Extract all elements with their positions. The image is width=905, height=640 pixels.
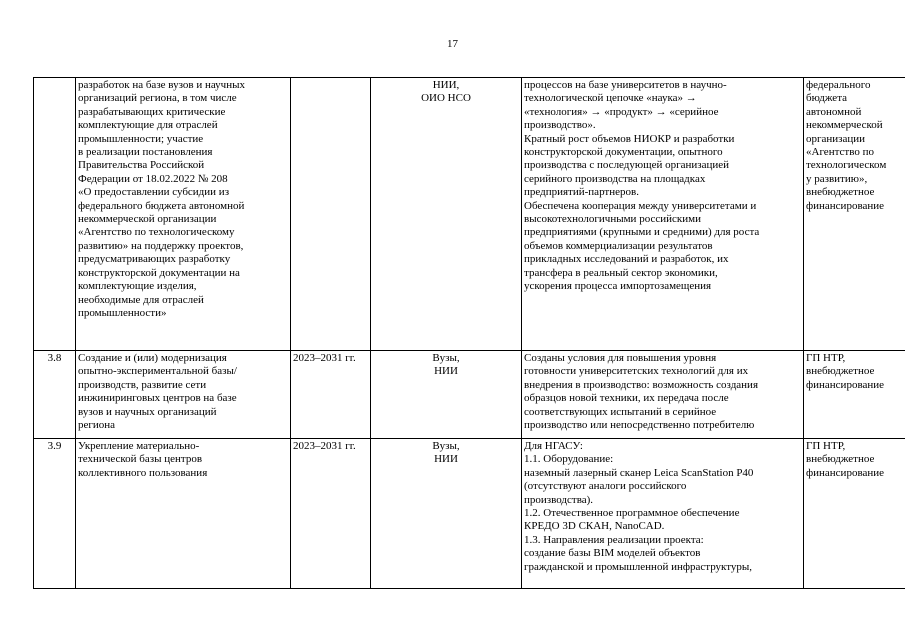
cell-result-line: трансфера в реальный сектор экономики, (524, 266, 718, 279)
cell-funding (804, 439, 905, 589)
cell-funding-line: автономной (806, 105, 862, 118)
cell-funding (804, 78, 905, 351)
cell-result-line: «технология» → «продукт» → «серийное (524, 105, 719, 118)
cell-activity-line: вузов и научных организаций (78, 405, 217, 418)
cell-result-line: образцов новой техники, их передача после (524, 392, 729, 405)
cell-activity-line: организаций региона, в том числе (78, 92, 237, 105)
cell-result-line: наземный лазерный сканер Leica ScanStation P40 (524, 466, 754, 479)
cell-funding-line: бюджета (806, 92, 848, 105)
cell-result (522, 78, 804, 351)
cell-funding-line: «Агентство по (806, 146, 874, 159)
cell-funding-line: внебюджетное (806, 365, 875, 378)
cell-result-line: конструкторской документации, опытного (524, 146, 723, 159)
cell-activity-line: федерального бюджета автономной (78, 199, 245, 212)
cell-activity-line: региона (78, 419, 116, 432)
cell-funding-line: технологическом (806, 159, 887, 172)
cell-result-line: создание базы BIM моделей объектов (524, 547, 701, 560)
cell-activity-line: в реализации постановления (78, 146, 213, 159)
cell-activity-line: разработок на базе вузов и научных (78, 79, 245, 91)
cell-funding-line: ГП НТР, (806, 440, 846, 452)
cell-result-line: серийного производства на площадках (524, 172, 706, 185)
cell-activity-line: разрабатывающих критические (78, 105, 226, 118)
cell-period (291, 78, 371, 351)
cell-activity-line: промышленности; участие (78, 132, 204, 145)
cell-result-line: соответствующих испытаний в серийное (524, 405, 717, 418)
cell-activity-line: инжиниринговых центров на базе (78, 392, 237, 405)
cell-funding-line: ГП НТР, (806, 352, 846, 364)
cell-activity-line: технической базы центров (78, 453, 203, 466)
cell-executors (371, 78, 522, 351)
cell-funding-line: финансирование (806, 378, 885, 391)
cell-activity-line: развитию» на поддержку проектов, (78, 239, 244, 252)
cell-result-line: процессов на базе университетов в научно- (524, 79, 727, 91)
cell-executors-line: ОИО НСО (421, 92, 471, 105)
cell-result (522, 351, 804, 439)
cell-activity-line: некоммерческой организации (78, 213, 217, 226)
cell-number: 3.8 (34, 351, 76, 439)
cell-result-line: Созданы условия для повышения уровня (524, 352, 717, 364)
cell-result-line: прикладных исследований и разработок, их (524, 253, 729, 266)
cell-activity-line: комплектующие изделия, (78, 280, 197, 293)
cell-activity-line: Создание и (или) модернизация (78, 352, 227, 364)
cell-executors-line: НИИ (434, 365, 458, 378)
cell-result-line: 1.2. Отечественное программное обеспечение (524, 507, 740, 520)
cell-activity-line: промышленности» (78, 306, 167, 319)
cell-result (522, 439, 804, 589)
cell-activity-line: Правительства Российской (78, 159, 205, 172)
cell-activity-line: коллективного пользования (78, 466, 208, 479)
cell-result-line: технологической цепочке «наука» → (524, 92, 697, 105)
cell-funding-line: у развитию», (806, 172, 868, 185)
cell-result-line: высокотехнологичными российскими (524, 213, 701, 226)
cell-executors-line: НИИ, (432, 79, 460, 91)
cell-activity-line: «О предоставлении субсидии из (78, 186, 230, 199)
cell-executors (371, 439, 522, 589)
cell-funding-line: внебюджетное (806, 186, 875, 199)
cell-funding-line: финансирование (806, 466, 885, 479)
cell-executors-line: Вузы, (432, 352, 460, 364)
table-row (34, 439, 905, 589)
cell-funding-line: внебюджетное (806, 453, 875, 466)
cell-result-line: Обеспечена кооперация между университетами и (524, 199, 757, 212)
cell-period: 2023–2031 гг. (291, 351, 371, 439)
cell-result-line: Кратный рост объемов НИОКР и разработки (524, 132, 735, 145)
cell-result-line: Для НГАСУ: (524, 440, 583, 452)
cell-result-line: (отсутствуют аналоги российского (524, 480, 687, 493)
cell-activity-line: Федерации от 18.02.2022 № 208 (78, 172, 228, 185)
cell-activity-line: необходимые для отраслей (78, 293, 204, 306)
cell-result-line: готовности университетских технологий для их (524, 365, 749, 378)
cell-result-line: предприятий-партнеров. (524, 186, 639, 199)
cell-result-line: производства с последующей организацией (524, 159, 730, 172)
cell-result-line: внедрения в производство: возможность создания (524, 378, 759, 391)
cell-result-line: КРЕДО 3D СКАН, NanoCAD. (524, 520, 665, 533)
cell-result-line: гражданской и промышленной инфраструктуры, (524, 560, 753, 573)
cell-result-line: производство». (524, 119, 596, 132)
cell-number (34, 78, 76, 351)
table-body (34, 78, 905, 589)
cell-funding-line: некоммерческой (806, 119, 883, 132)
cell-result-line: 1.3. Направления реализации проекта: (524, 533, 704, 546)
table-row (34, 78, 905, 351)
cell-activity-line: комплектующие для отраслей (78, 119, 218, 132)
cell-executors (371, 351, 522, 439)
cell-result-line: ускорения процесса импортозамещения (524, 280, 712, 293)
cell-executors-line: НИИ (434, 453, 458, 466)
cell-executors-line: Вузы, (432, 440, 460, 452)
cell-funding-line: организации (806, 132, 866, 145)
cell-funding-line: федерального (806, 79, 871, 91)
cell-activity-line: предусматривающих разработку (78, 253, 231, 266)
cell-activity (76, 78, 291, 351)
cell-result-line: производства). (524, 493, 594, 506)
cell-activity-line: опытно-экспериментальной базы/ (78, 365, 237, 378)
cell-number: 3.9 (34, 439, 76, 589)
cell-activity (76, 439, 291, 589)
cell-activity-line: конструкторской документации на (78, 266, 240, 279)
cell-activity-line: производств, развитие сети (78, 378, 207, 391)
measures-table (33, 77, 905, 589)
cell-funding-line: финансирование (806, 199, 885, 212)
cell-activity-line: «Агентство по технологическому (78, 226, 235, 239)
cell-activity (76, 351, 291, 439)
cell-result-line: 1.1. Оборудование: (524, 453, 614, 466)
page-number: 17 (447, 38, 458, 50)
cell-funding (804, 351, 905, 439)
cell-result-line: предприятиями (крупными и средними) для роста (524, 226, 760, 239)
cell-period: 2023–2031 гг. (291, 439, 371, 589)
cell-activity-line: Укрепление материально- (78, 440, 200, 452)
cell-result-line: производство или непосредственно потребителю (524, 419, 755, 432)
cell-result-line: объемов коммерциализации результатов (524, 239, 713, 252)
table-row (34, 351, 905, 439)
